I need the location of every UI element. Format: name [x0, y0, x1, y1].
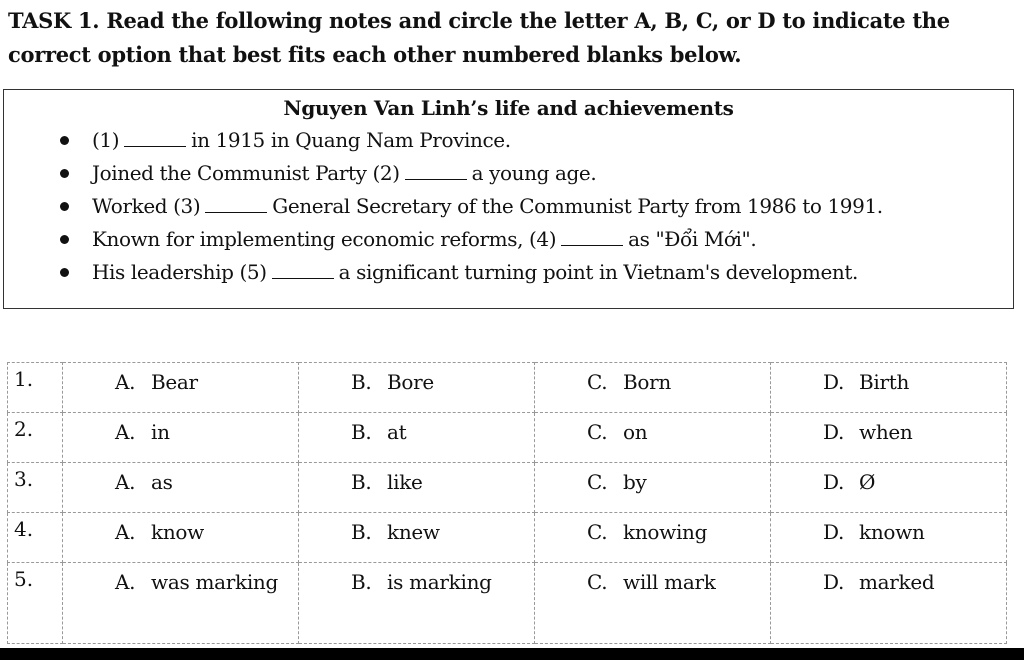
bullet-icon [60, 235, 69, 244]
note-text-before: (1) [92, 128, 120, 152]
note-text-before: Known for implementing economic reforms, (4) [92, 227, 557, 251]
answer-blank-4 [561, 231, 623, 246]
option-text: is marking [387, 570, 492, 594]
option-letter: D. [823, 470, 845, 494]
option-d[interactable] [771, 563, 1007, 644]
option-text: was marking [151, 570, 279, 594]
bullet-icon [60, 202, 69, 211]
question-number: 1. [8, 363, 63, 413]
option-letter: D. [823, 420, 845, 444]
option-letter: C. [587, 570, 608, 594]
option-letter: D. [823, 570, 845, 594]
note-text-after: General Secretary of the Communist Party from 1986 to 1991. [272, 194, 883, 218]
option-letter: B. [351, 420, 372, 444]
option-letter: D. [823, 370, 845, 394]
question-row-4 [8, 513, 1007, 563]
option-c[interactable] [535, 563, 771, 644]
option-text: in [151, 420, 170, 444]
option-letter: D. [823, 520, 845, 544]
option-b[interactable] [299, 563, 535, 644]
option-letter: C. [587, 420, 608, 444]
option-letter: B. [351, 570, 372, 594]
note-text-after: as "Đổi Mới". [628, 227, 757, 251]
option-d[interactable] [771, 413, 1007, 463]
option-letter: A. [115, 370, 136, 394]
task-heading: TASK 1. Read the following notes and circle the letter A, B, C, or D to indicate the correct option that best fits each other numbered blanks below. [8, 8, 950, 67]
option-letter: C. [587, 370, 608, 394]
note-item [56, 190, 883, 223]
option-text: when [859, 420, 913, 444]
option-text: at [387, 420, 407, 444]
notes-list [56, 124, 883, 289]
option-d[interactable] [771, 363, 1007, 413]
option-text: Ø [859, 470, 876, 494]
option-text: Bear [151, 370, 198, 394]
option-c[interactable] [535, 413, 771, 463]
answer-blank-2 [405, 165, 467, 180]
question-row-1 [8, 363, 1007, 413]
option-text: marked [859, 570, 935, 594]
note-item [56, 157, 883, 190]
question-number: 2. [8, 413, 63, 463]
option-text: known [859, 520, 925, 544]
answer-blank-5 [272, 264, 334, 279]
notes-box [3, 89, 1014, 309]
option-text: as [151, 470, 173, 494]
option-text: Birth [859, 370, 910, 394]
option-text: Bore [387, 370, 434, 394]
note-item [56, 256, 883, 289]
option-c[interactable] [535, 463, 771, 513]
option-letter: A. [115, 570, 136, 594]
option-a[interactable] [63, 413, 299, 463]
option-text: on [623, 420, 648, 444]
option-letter: C. [587, 470, 608, 494]
option-letter: A. [115, 470, 136, 494]
options-table [7, 362, 1007, 644]
note-text-after: a young age. [471, 161, 597, 185]
option-d[interactable] [771, 513, 1007, 563]
answer-blank-3 [205, 198, 267, 213]
option-letter: B. [351, 470, 372, 494]
question-row-5 [8, 563, 1007, 644]
bottom-black-bar [0, 648, 1024, 660]
option-letter: C. [587, 520, 608, 544]
option-text: will mark [623, 570, 716, 594]
option-a[interactable] [63, 513, 299, 563]
bullet-icon [60, 169, 69, 178]
option-c[interactable] [535, 363, 771, 413]
option-a[interactable] [63, 363, 299, 413]
notes-title: Nguyen Van Linh’s life and achievements [283, 96, 734, 120]
note-text-before: His leadership (5) [92, 260, 267, 284]
option-text: knowing [623, 520, 708, 544]
option-b[interactable] [299, 363, 535, 413]
option-a[interactable] [63, 463, 299, 513]
question-row-2 [8, 413, 1007, 463]
option-letter: B. [351, 370, 372, 394]
option-text: by [623, 470, 647, 494]
option-letter: A. [115, 520, 136, 544]
option-b[interactable] [299, 463, 535, 513]
note-item [56, 223, 883, 256]
bullet-icon [60, 136, 69, 145]
question-number: 4. [8, 513, 63, 563]
note-text-after: a significant turning point in Vietnam's development. [338, 260, 858, 284]
option-text: know [151, 520, 204, 544]
answer-blank-1 [124, 132, 186, 147]
option-text: like [387, 470, 423, 494]
bullet-icon [60, 268, 69, 277]
option-b[interactable] [299, 413, 535, 463]
note-item [56, 124, 883, 157]
note-text-before: Joined the Communist Party (2) [92, 161, 400, 185]
note-text-before: Worked (3) [92, 194, 201, 218]
question-row-3 [8, 463, 1007, 513]
question-number: 3. [8, 463, 63, 513]
option-c[interactable] [535, 513, 771, 563]
note-text-after: in 1915 in Quang Nam Province. [191, 128, 511, 152]
option-text: Born [623, 370, 671, 394]
option-text: knew [387, 520, 440, 544]
question-number: 5. [8, 563, 63, 644]
option-letter: B. [351, 520, 372, 544]
option-b[interactable] [299, 513, 535, 563]
option-d[interactable] [771, 463, 1007, 513]
option-a[interactable] [63, 563, 299, 644]
option-letter: A. [115, 420, 136, 444]
